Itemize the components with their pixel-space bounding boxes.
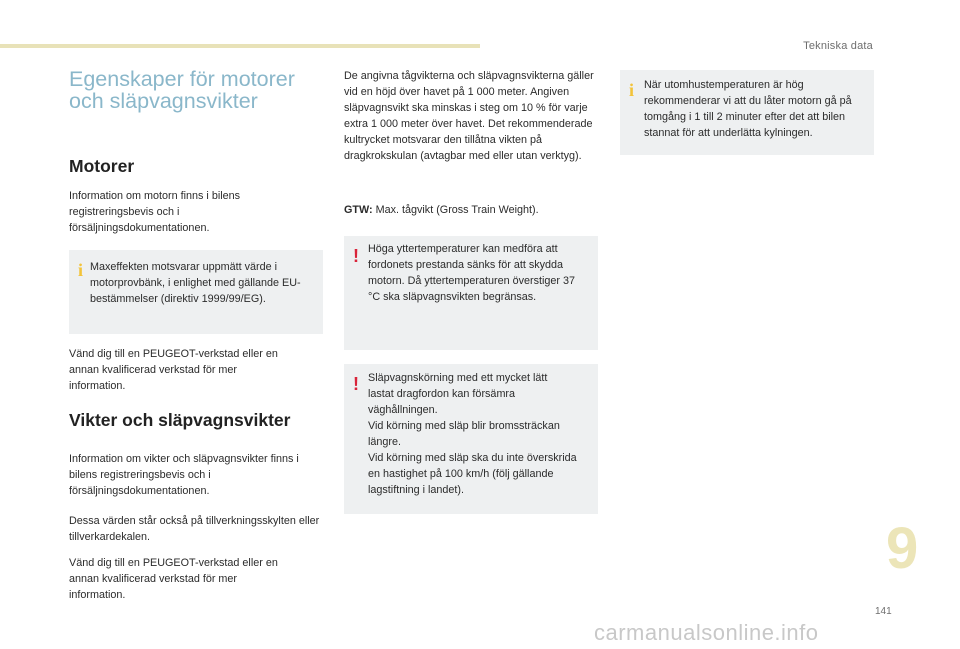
weights-info-text: Information om vikter och släpvagnsvikter finns i bilens registreringsbevis och i försäljningsdokumentationen. [69,453,299,497]
weights-text: De angivna tågvikterna och släpvagnsvikterna gäller vid en höjd över havet på 1 000 meter. Angiven släpvagnsvikt ska minskas i steg om 10 % för varje extra 1 000 meter över havet. Det rekommenderade kultrycket motsvarar den tillåtna vikten på dragkrokskulan (avtagbar med eller utan verktyg). [344,70,594,162]
warning-box-towing [344,364,598,514]
note-idle-text: När utomhustemperaturen är hög rekommenderar vi att du låter motorn gå på tomgång i 1 till 2 minuter efter det att bilen stannat för att underlätta kylningen. [644,79,852,139]
warning-icon: ! [353,246,359,266]
warning-icon: ! [353,374,359,394]
watermark: carmanualsonline.info [594,620,819,645]
plate-info-text: Dessa värden står också på tillverkningsskylten eller tillverkardekalen. [69,515,320,543]
warn-towing-text-2: Vid körning med släp blir bromssträckan längre. [368,420,560,448]
info-box-power [69,250,323,334]
contact-text-1: Vänd dig till en PEUGEOT-verkstad eller en annan kvalificerad verkstad för mer information. [69,348,278,392]
contact-text-2: Vänd dig till en PEUGEOT-verkstad eller en annan kvalificerad verkstad för mer information. [69,557,278,601]
top-accent-bar [0,44,480,48]
info-box-idle [620,70,874,155]
column-left [69,68,325,603]
heading-motors: Motorer [69,156,135,176]
column-right [620,70,874,155]
column-middle [344,68,599,514]
warning-box-temperature [344,236,598,350]
gtw-text [344,202,599,218]
warn-temp-text: Höga yttertemperaturer kan medföra att fordonets prestanda sänks för att skydda motorn. Då yttertemperaturen överstiger 37 °C ska släpvagnsvikten begränsas. [368,243,576,303]
motor-info-text: Information om motorn finns i bilens registreringsbevis och i försäljningsdokumentationen. [69,190,241,234]
page-number: 141 [875,606,892,617]
warn-towing-text-3: Vid körning med släp ska du inte överskrida en hastighet på 100 km/h (följ gällande lagstiftning i landet). [368,452,577,496]
heading-weights: Vikter och släpvagnsvikter [69,410,291,430]
info-icon: i [629,80,635,100]
gtw-label: GTW: [344,204,373,216]
chapter-number: 9 [886,516,919,581]
section-label: Tekniska data [803,40,873,52]
page-title: Egenskaper för motorer och släpvagnsvikter [69,67,295,113]
note-power-text: Maxeffekten motsvarar uppmätt värde i motorprovbänk, i enlighet med gällande EU-bestämmelser (direktiv 1999/99/EG). [90,261,301,305]
info-icon: i [78,260,84,280]
warn-towing-text-1: Släpvagnskörning med ett mycket lätt lastat dragfordon kan försämra väghållningen. [368,372,548,416]
gtw-description: Max. tågvikt (Gross Train Weight). [372,204,539,216]
